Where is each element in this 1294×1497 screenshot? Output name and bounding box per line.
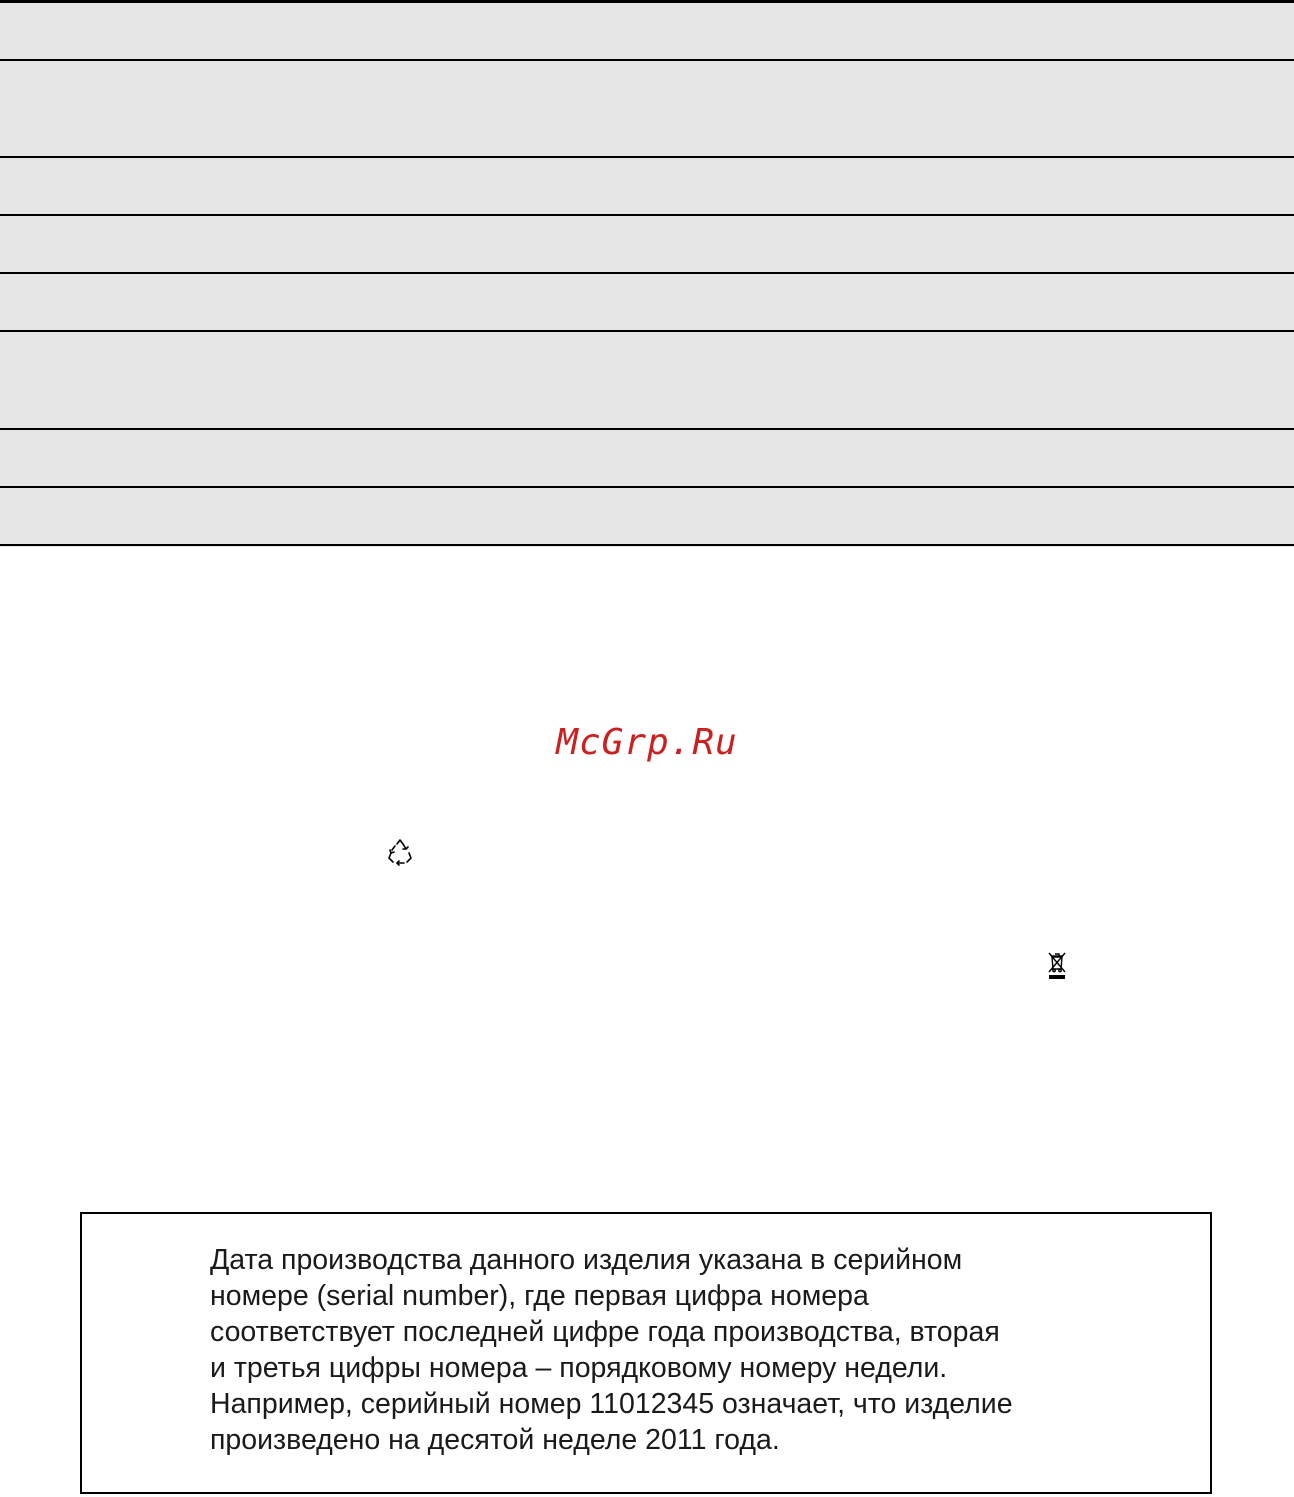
notice-line: произведено на десятой неделе 2011 года.: [210, 1424, 780, 1456]
watermark: McGrp.Ru: [556, 722, 738, 763]
table-row-divider: [0, 156, 1294, 158]
notice-line: и третья цифры номера – порядковому номеру недели.: [210, 1352, 948, 1384]
notice-text: [210, 1242, 1013, 1458]
notice-line: Дата производства данного изделия указана в серийном: [210, 1244, 963, 1276]
recycle-icon: [386, 838, 414, 868]
notice-line: Например, серийный номер 11012345 означает, что изделие: [210, 1388, 1013, 1420]
table-top-rule: [0, 0, 1294, 3]
table-row-divider: [0, 486, 1294, 488]
notice-line: номере (serial number), где первая цифра номера: [210, 1280, 869, 1312]
table-row-divider: [0, 330, 1294, 332]
table-bottom-rule: [0, 544, 1294, 546]
table-row-divider: [0, 59, 1294, 61]
crossed-out-bin-icon: [1046, 952, 1068, 980]
table-row-divider: [0, 272, 1294, 274]
table-row-divider: [0, 214, 1294, 216]
manufacturing-date-notice: [80, 1212, 1212, 1494]
notice-line: соответствует последней цифре года производства, вторая: [210, 1316, 1000, 1348]
table-row-divider: [0, 428, 1294, 430]
spec-table: [0, 0, 1294, 547]
